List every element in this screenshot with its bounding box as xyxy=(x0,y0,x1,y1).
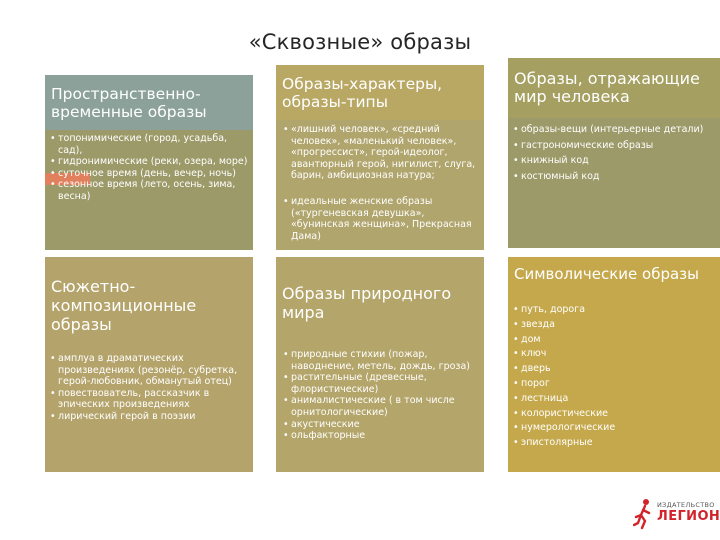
list-item: • гидронимические (реки, озера, море) xyxy=(49,156,249,168)
block-heading-text: Образы природного мира xyxy=(282,284,452,322)
list-item: • звезда xyxy=(512,318,716,333)
block-heading-text: Образы, отражающие мир человека xyxy=(514,69,700,106)
block-body xyxy=(276,120,484,250)
list-item: • дверь xyxy=(512,362,716,377)
block-plot-composition xyxy=(45,257,253,472)
bullet-list xyxy=(49,133,249,203)
list-item: • суточное время (день, вечер, ночь) xyxy=(49,168,249,180)
block-heading xyxy=(276,257,484,349)
list-item: • сезонное время (лето, осень, зима, весна) xyxy=(49,179,249,202)
bullet-list xyxy=(282,124,478,242)
list-item: • повествователь, рассказчик в эпических произведениях xyxy=(49,388,249,411)
block-body xyxy=(508,118,720,248)
bullet-list xyxy=(512,303,716,451)
bullet-list xyxy=(282,349,478,442)
publisher-small-text: ИЗДАТЕЛЬСТВО xyxy=(657,501,715,509)
list-item: • «лишний человек», «средний человек», «маленький человек», «прогрессист», герой-идеолог, авантюрный герой, нигилист, слуга, барин, амбициозная натура; xyxy=(282,124,478,182)
block-characters xyxy=(276,65,484,250)
list-item: • ключ xyxy=(512,347,716,362)
list-item: • акустические xyxy=(282,419,478,431)
list-item: • гастрономические образы xyxy=(512,140,716,152)
list-item: • лирический герой в поэзии xyxy=(49,411,249,423)
list-item: • топонимические (город, усадьба, сад), xyxy=(49,133,249,156)
list-item: • идеальные женские образы («тургеневская девушка», «бунинская женщина», Прекрасная Дама) xyxy=(282,196,478,242)
block-body xyxy=(276,349,484,472)
list-item: • растительные (древесные, флористические) xyxy=(282,372,478,395)
block-heading xyxy=(45,75,253,130)
list-item: • образы-вещи (интерьерные детали) xyxy=(512,124,716,136)
block-heading-text: Образы-характеры, образы-типы xyxy=(282,74,443,111)
bullet-list xyxy=(49,353,249,423)
block-body xyxy=(508,303,720,472)
bullet-list xyxy=(512,124,716,182)
block-heading-text: Сюжетно-композиционные образы xyxy=(51,277,197,334)
block-heading xyxy=(508,257,720,291)
list-item: • дом xyxy=(512,333,716,348)
publisher-logo xyxy=(633,495,720,533)
slide-title: «Сквозные» образы xyxy=(248,30,472,54)
list-item: • амплуа в драматических произведениях (резонёр, субретка, герой-любовник, обманутый отец) xyxy=(49,353,249,388)
block-symbolic xyxy=(508,257,720,472)
block-spatial-temporal xyxy=(45,75,253,250)
runner-figure-icon xyxy=(633,498,655,530)
block-heading-text: Пространственно-временные образы xyxy=(51,84,207,121)
block-heading xyxy=(45,257,253,347)
list-item: • ольфакторные xyxy=(282,430,478,442)
list-item: • анималистические ( в том числе орнитологические) xyxy=(282,395,478,418)
list-item: • эпистолярные xyxy=(512,436,716,451)
list-item: • порог xyxy=(512,377,716,392)
list-item: • нумерологические xyxy=(512,421,716,436)
list-item: • путь, дорога xyxy=(512,303,716,318)
block-heading xyxy=(508,58,720,118)
publisher-name: ЛЕГИОН xyxy=(657,509,720,524)
list-item: • костюмный код xyxy=(512,171,716,183)
block-heading-text: Символические образы xyxy=(514,265,699,283)
block-body xyxy=(45,347,253,472)
block-heading xyxy=(276,65,484,120)
list-item: • книжный код xyxy=(512,155,716,167)
list-item: • природные стихии (пожар, наводнение, метель, дождь, гроза) xyxy=(282,349,478,372)
block-nature xyxy=(276,257,484,472)
block-human-world xyxy=(508,58,720,248)
list-item: • колористические xyxy=(512,407,716,422)
list-item: • лестница xyxy=(512,392,716,407)
block-body xyxy=(45,130,253,250)
